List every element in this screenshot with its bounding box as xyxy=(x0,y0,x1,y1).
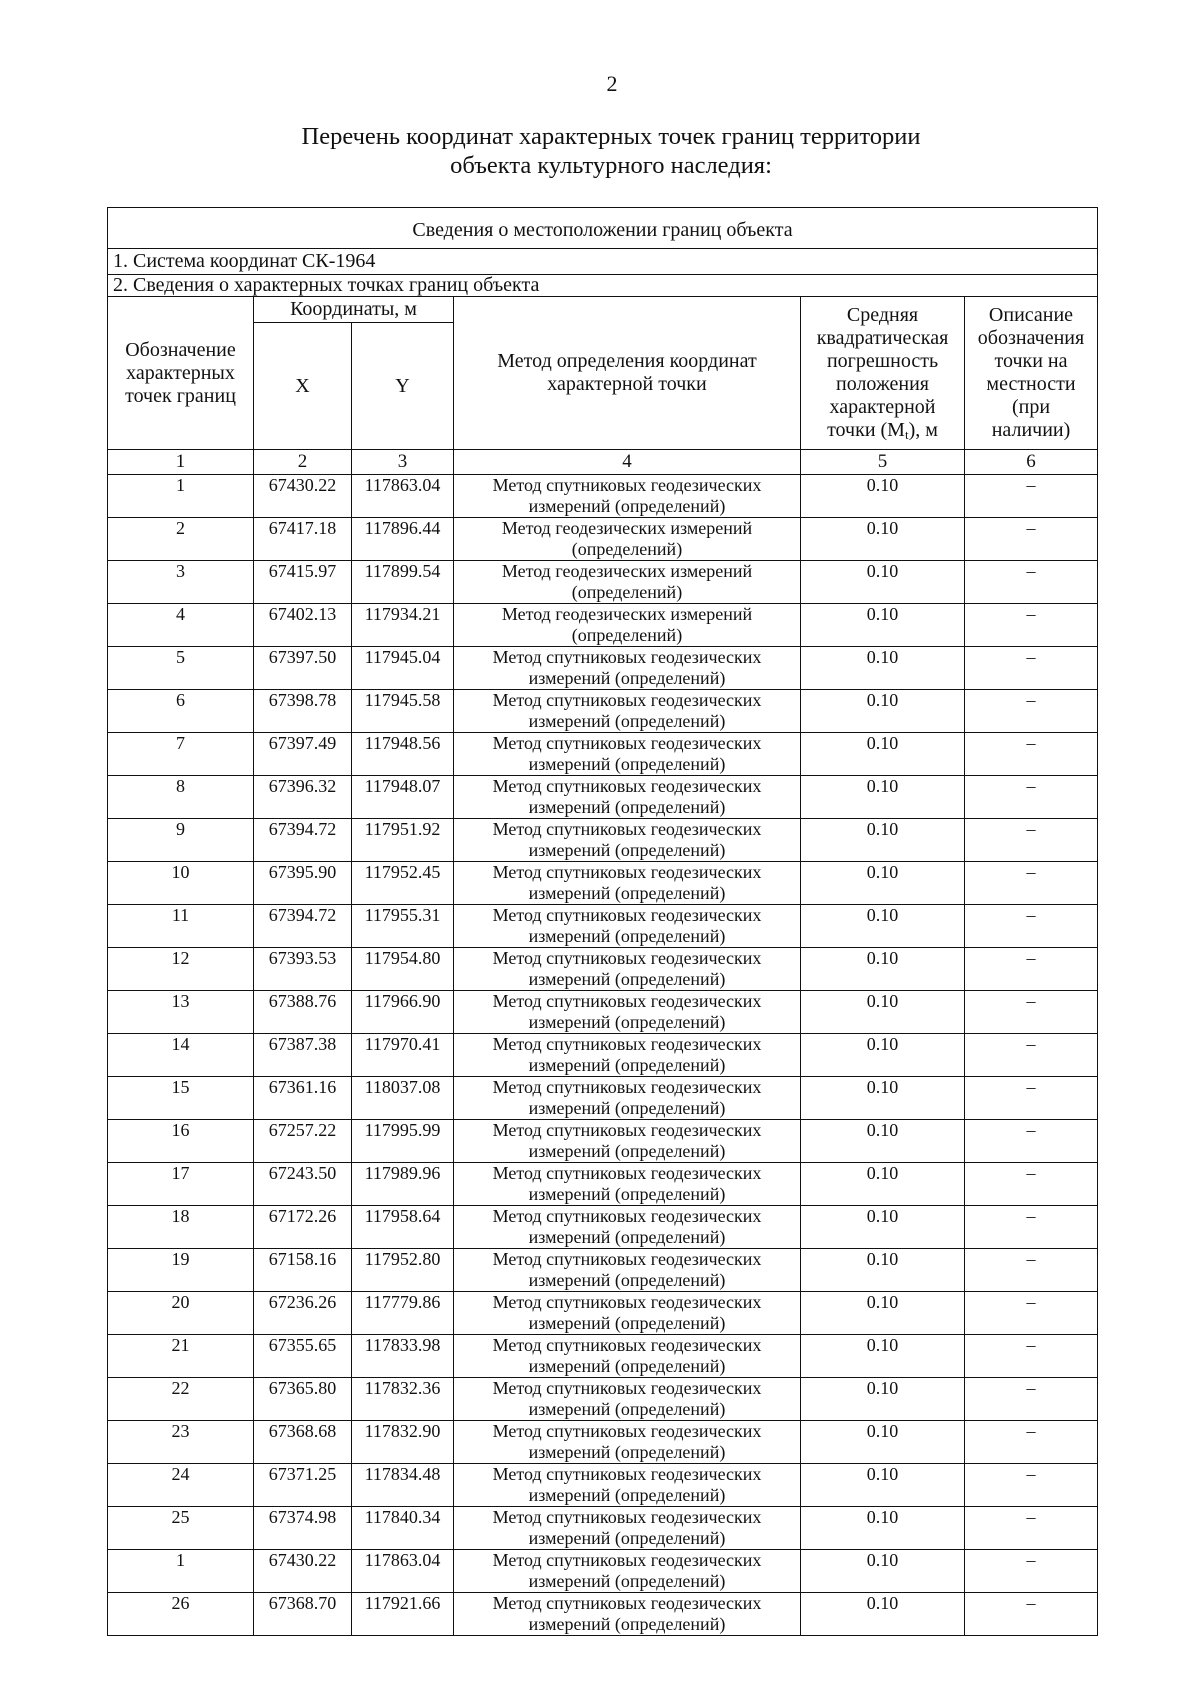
cell-x-coordinate: 67243.50 xyxy=(254,1163,352,1206)
cell-method xyxy=(454,733,801,776)
cell-x-coordinate: 67396.32 xyxy=(254,776,352,819)
header-point-designation xyxy=(108,297,254,450)
cell-method xyxy=(454,561,801,604)
header-line: Описание xyxy=(988,304,1074,326)
table-row xyxy=(108,690,1098,733)
cell-x-coordinate: 67257.22 xyxy=(254,1120,352,1163)
cell-method xyxy=(454,1206,801,1249)
method-line: измерений (определений) xyxy=(528,1012,726,1032)
cell-accuracy: 0.10 xyxy=(801,1550,965,1593)
cell-x-coordinate: 67236.26 xyxy=(254,1292,352,1335)
cell-y-coordinate: 117948.07 xyxy=(352,776,454,819)
method-line: измерений (определений) xyxy=(528,1356,726,1376)
cell-accuracy: 0.10 xyxy=(801,819,965,862)
header-row-top xyxy=(108,297,1098,323)
header-y: Y xyxy=(352,323,454,450)
header-line: (при xyxy=(1011,396,1051,418)
method-line: Метод спутниковых геодезических xyxy=(492,475,762,495)
cell-x-coordinate: 67417.18 xyxy=(254,518,352,561)
cell-method xyxy=(454,1507,801,1550)
table-row xyxy=(108,1120,1098,1163)
method-line: измерений (определений) xyxy=(528,1270,726,1290)
method-line: Метод спутниковых геодезических xyxy=(492,1335,762,1355)
cell-description: – xyxy=(965,1421,1098,1464)
cell-description: – xyxy=(965,1163,1098,1206)
cell-method xyxy=(454,819,801,862)
cell-method xyxy=(454,1163,801,1206)
cell-method xyxy=(454,1249,801,1292)
header-line: характерной xyxy=(829,396,936,418)
cell-point-designation: 1 xyxy=(108,475,254,518)
method-line: измерений (определений) xyxy=(528,1614,726,1634)
column-numbers-row xyxy=(108,450,1098,475)
points-heading: 2. Сведения о характерных точках границ объекта xyxy=(108,275,1098,297)
cell-y-coordinate: 117934.21 xyxy=(352,604,454,647)
method-line: измерений (определений) xyxy=(528,840,726,860)
cell-accuracy: 0.10 xyxy=(801,1034,965,1077)
cell-point-designation: 15 xyxy=(108,1077,254,1120)
cell-method xyxy=(454,776,801,819)
cell-description: – xyxy=(965,905,1098,948)
cell-method xyxy=(454,690,801,733)
table-row xyxy=(108,991,1098,1034)
cell-accuracy: 0.10 xyxy=(801,1206,965,1249)
cell-point-designation: 11 xyxy=(108,905,254,948)
method-line: измерений (определений) xyxy=(528,926,726,946)
cell-point-designation: 13 xyxy=(108,991,254,1034)
method-line: измерений (определений) xyxy=(528,1055,726,1075)
cell-x-coordinate: 67387.38 xyxy=(254,1034,352,1077)
method-line: Метод спутниковых геодезических xyxy=(492,1034,762,1054)
header-line: положения xyxy=(836,373,929,395)
method-line: измерений (определений) xyxy=(528,754,726,774)
method-line: Метод спутниковых геодезических xyxy=(492,1292,762,1312)
cell-description: – xyxy=(965,518,1098,561)
method-line: (определений) xyxy=(571,582,683,602)
method-line: Метод спутниковых геодезических xyxy=(492,1464,762,1484)
method-line: измерений (определений) xyxy=(528,1313,726,1333)
method-line: измерений (определений) xyxy=(528,1098,726,1118)
header-line: характерной точки xyxy=(547,373,707,395)
cell-accuracy: 0.10 xyxy=(801,1077,965,1120)
method-line: Метод спутниковых геодезических xyxy=(492,733,762,753)
cell-x-coordinate: 67395.90 xyxy=(254,862,352,905)
coordinate-system-row xyxy=(108,249,1098,275)
cell-accuracy: 0.10 xyxy=(801,518,965,561)
table-body xyxy=(108,475,1098,1636)
cell-description: – xyxy=(965,862,1098,905)
method-line: Метод спутниковых геодезических xyxy=(492,819,762,839)
column-number: 5 xyxy=(801,450,965,475)
cell-description: – xyxy=(965,948,1098,991)
method-line: Метод геодезических измерений xyxy=(501,561,753,581)
cell-x-coordinate: 67371.25 xyxy=(254,1464,352,1507)
cell-accuracy: 0.10 xyxy=(801,1120,965,1163)
cell-x-coordinate: 67402.13 xyxy=(254,604,352,647)
cell-y-coordinate: 117779.86 xyxy=(352,1292,454,1335)
method-line: Метод спутниковых геодезических xyxy=(492,1378,762,1398)
header-line: квадратическая xyxy=(816,327,949,349)
cell-x-coordinate: 67368.70 xyxy=(254,1593,352,1636)
cell-accuracy: 0.10 xyxy=(801,733,965,776)
method-line: Метод спутниковых геодезических xyxy=(492,647,762,667)
method-line: Метод спутниковых геодезических xyxy=(492,690,762,710)
header-description xyxy=(965,297,1098,450)
cell-y-coordinate: 117832.90 xyxy=(352,1421,454,1464)
cell-method xyxy=(454,475,801,518)
cell-y-coordinate: 117952.45 xyxy=(352,862,454,905)
accuracy-label-subscript: t xyxy=(904,427,909,442)
cell-method xyxy=(454,1421,801,1464)
cell-method xyxy=(454,518,801,561)
cell-y-coordinate: 117896.44 xyxy=(352,518,454,561)
cell-description: – xyxy=(965,1206,1098,1249)
method-line: Метод спутниковых геодезических xyxy=(492,948,762,968)
table-row xyxy=(108,647,1098,690)
table-row xyxy=(108,518,1098,561)
cell-accuracy: 0.10 xyxy=(801,1292,965,1335)
cell-description: – xyxy=(965,1550,1098,1593)
method-line: измерений (определений) xyxy=(528,711,726,731)
cell-y-coordinate: 117840.34 xyxy=(352,1507,454,1550)
cell-point-designation: 22 xyxy=(108,1378,254,1421)
cell-x-coordinate: 67158.16 xyxy=(254,1249,352,1292)
table-row xyxy=(108,1507,1098,1550)
cell-x-coordinate: 67355.65 xyxy=(254,1335,352,1378)
cell-description: – xyxy=(965,1464,1098,1507)
table-row xyxy=(108,1292,1098,1335)
cell-method xyxy=(454,1335,801,1378)
table-row xyxy=(108,1378,1098,1421)
method-line: (определений) xyxy=(571,625,683,645)
cell-y-coordinate: 117958.64 xyxy=(352,1206,454,1249)
points-heading-row xyxy=(108,275,1098,297)
cell-accuracy: 0.10 xyxy=(801,1507,965,1550)
table-row xyxy=(108,1593,1098,1636)
method-line: измерений (определений) xyxy=(528,668,726,688)
cell-description: – xyxy=(965,1034,1098,1077)
accuracy-label-post: ), м xyxy=(908,419,938,441)
cell-y-coordinate: 117952.80 xyxy=(352,1249,454,1292)
cell-y-coordinate: 118037.08 xyxy=(352,1077,454,1120)
cell-point-designation: 7 xyxy=(108,733,254,776)
cell-accuracy: 0.10 xyxy=(801,690,965,733)
cell-point-designation: 20 xyxy=(108,1292,254,1335)
cell-method xyxy=(454,1120,801,1163)
cell-method xyxy=(454,1034,801,1077)
method-line: измерений (определений) xyxy=(528,1571,726,1591)
cell-y-coordinate: 117955.31 xyxy=(352,905,454,948)
cell-point-designation: 25 xyxy=(108,1507,254,1550)
column-number: 2 xyxy=(254,450,352,475)
table-row xyxy=(108,1163,1098,1206)
method-line: Метод спутниковых геодезических xyxy=(492,991,762,1011)
cell-x-coordinate: 67397.49 xyxy=(254,733,352,776)
cell-point-designation: 14 xyxy=(108,1034,254,1077)
header-accuracy xyxy=(801,297,965,450)
cell-point-designation: 9 xyxy=(108,819,254,862)
method-line: измерений (определений) xyxy=(528,1141,726,1161)
cell-accuracy: 0.10 xyxy=(801,604,965,647)
table-row xyxy=(108,561,1098,604)
cell-x-coordinate: 67361.16 xyxy=(254,1077,352,1120)
cell-y-coordinate: 117863.04 xyxy=(352,1550,454,1593)
coordinates-table xyxy=(107,207,1098,1636)
method-line: Метод спутниковых геодезических xyxy=(492,1550,762,1570)
table-row xyxy=(108,776,1098,819)
header-line: Средняя xyxy=(846,304,919,326)
cell-x-coordinate: 67394.72 xyxy=(254,819,352,862)
method-line: Метод спутниковых геодезических xyxy=(492,1593,762,1613)
method-line: измерений (определений) xyxy=(528,1528,726,1548)
cell-description: – xyxy=(965,991,1098,1034)
header-line: погрешность xyxy=(826,350,939,372)
cell-method xyxy=(454,991,801,1034)
cell-y-coordinate: 117989.96 xyxy=(352,1163,454,1206)
cell-x-coordinate: 67388.76 xyxy=(254,991,352,1034)
cell-accuracy: 0.10 xyxy=(801,991,965,1034)
table-row xyxy=(108,905,1098,948)
cell-description: – xyxy=(965,1378,1098,1421)
cell-point-designation: 3 xyxy=(108,561,254,604)
cell-y-coordinate: 117954.80 xyxy=(352,948,454,991)
method-line: измерений (определений) xyxy=(528,1184,726,1204)
cell-accuracy: 0.10 xyxy=(801,1464,965,1507)
cell-y-coordinate: 117921.66 xyxy=(352,1593,454,1636)
method-line: Метод спутниковых геодезических xyxy=(492,1163,762,1183)
cell-x-coordinate: 67394.72 xyxy=(254,905,352,948)
cell-method xyxy=(454,905,801,948)
header-line: Обозначение xyxy=(125,338,236,361)
cell-accuracy: 0.10 xyxy=(801,1163,965,1206)
cell-description: – xyxy=(965,561,1098,604)
cell-accuracy: 0.10 xyxy=(801,1378,965,1421)
cell-y-coordinate: 117945.58 xyxy=(352,690,454,733)
method-line: измерений (определений) xyxy=(528,1399,726,1419)
cell-y-coordinate: 117834.48 xyxy=(352,1464,454,1507)
table-row xyxy=(108,1464,1098,1507)
column-number: 3 xyxy=(352,450,454,475)
method-line: Метод геодезических измерений xyxy=(501,518,753,538)
header-line: местности xyxy=(986,373,1076,395)
cell-accuracy: 0.10 xyxy=(801,1421,965,1464)
method-line: измерений (определений) xyxy=(528,883,726,903)
cell-method xyxy=(454,1593,801,1636)
cell-x-coordinate: 67393.53 xyxy=(254,948,352,991)
cell-y-coordinate: 117970.41 xyxy=(352,1034,454,1077)
cell-point-designation: 19 xyxy=(108,1249,254,1292)
cell-point-designation: 4 xyxy=(108,604,254,647)
cell-description: – xyxy=(965,1593,1098,1636)
method-line: измерений (определений) xyxy=(528,1485,726,1505)
accuracy-label-pre: точки (M xyxy=(827,419,905,441)
table-row xyxy=(108,862,1098,905)
method-line: измерений (определений) xyxy=(528,969,726,989)
cell-accuracy: 0.10 xyxy=(801,1249,965,1292)
table-row xyxy=(108,819,1098,862)
table-row xyxy=(108,604,1098,647)
method-line: измерений (определений) xyxy=(528,797,726,817)
cell-description: – xyxy=(965,475,1098,518)
document-title xyxy=(211,122,1011,180)
cell-point-designation: 6 xyxy=(108,690,254,733)
cell-x-coordinate: 67415.97 xyxy=(254,561,352,604)
method-line: измерений (определений) xyxy=(528,1227,726,1247)
cell-description: – xyxy=(965,1120,1098,1163)
column-number: 6 xyxy=(965,450,1098,475)
cell-y-coordinate: 117832.36 xyxy=(352,1378,454,1421)
cell-point-designation: 8 xyxy=(108,776,254,819)
method-line: Метод спутниковых геодезических xyxy=(492,1120,762,1140)
method-line: Метод геодезических измерений xyxy=(501,604,753,624)
cell-accuracy: 0.10 xyxy=(801,948,965,991)
cell-y-coordinate: 117966.90 xyxy=(352,991,454,1034)
method-line: измерений (определений) xyxy=(528,1442,726,1462)
method-line: Метод спутниковых геодезических xyxy=(492,905,762,925)
section-title: Сведения о местоположении границ объекта xyxy=(108,208,1098,249)
cell-point-designation: 2 xyxy=(108,518,254,561)
cell-y-coordinate: 117899.54 xyxy=(352,561,454,604)
cell-description: – xyxy=(965,733,1098,776)
cell-description: – xyxy=(965,1249,1098,1292)
table-row xyxy=(108,948,1098,991)
column-number: 4 xyxy=(454,450,801,475)
cell-description: – xyxy=(965,690,1098,733)
cell-method xyxy=(454,1378,801,1421)
cell-point-designation: 21 xyxy=(108,1335,254,1378)
cell-y-coordinate: 117863.04 xyxy=(352,475,454,518)
table-row xyxy=(108,733,1098,776)
cell-method xyxy=(454,862,801,905)
cell-point-designation: 5 xyxy=(108,647,254,690)
cell-x-coordinate: 67368.68 xyxy=(254,1421,352,1464)
cell-description: – xyxy=(965,604,1098,647)
cell-accuracy: 0.10 xyxy=(801,776,965,819)
header-method xyxy=(454,297,801,450)
method-line: измерений (определений) xyxy=(528,496,726,516)
table-row xyxy=(108,1421,1098,1464)
method-line: (определений) xyxy=(571,539,683,559)
method-line: Метод спутниковых геодезических xyxy=(492,862,762,882)
cell-point-designation: 16 xyxy=(108,1120,254,1163)
method-line: Метод спутниковых геодезических xyxy=(492,1507,762,1527)
cell-description: – xyxy=(965,1292,1098,1335)
cell-description: – xyxy=(965,1335,1098,1378)
cell-y-coordinate: 117995.99 xyxy=(352,1120,454,1163)
cell-x-coordinate: 67374.98 xyxy=(254,1507,352,1550)
section-title-row xyxy=(108,208,1098,249)
table-row xyxy=(108,1206,1098,1249)
header-line xyxy=(801,419,964,442)
coordinate-system: 1. Система координат СК-1964 xyxy=(108,249,1098,275)
table-row xyxy=(108,1077,1098,1120)
cell-accuracy: 0.10 xyxy=(801,475,965,518)
cell-description: – xyxy=(965,647,1098,690)
cell-point-designation: 17 xyxy=(108,1163,254,1206)
cell-x-coordinate: 67430.22 xyxy=(254,1550,352,1593)
header-line: наличии) xyxy=(991,419,1071,441)
method-line: Метод спутниковых геодезических xyxy=(492,1206,762,1226)
table-row xyxy=(108,1034,1098,1077)
page-number: 2 xyxy=(606,71,618,96)
cell-method xyxy=(454,1292,801,1335)
cell-x-coordinate: 67397.50 xyxy=(254,647,352,690)
method-line: Метод спутниковых геодезических xyxy=(492,1421,762,1441)
cell-point-designation: 24 xyxy=(108,1464,254,1507)
cell-y-coordinate: 117951.92 xyxy=(352,819,454,862)
header-line: Метод определения координат xyxy=(497,350,757,372)
header-line: точек границ xyxy=(125,384,236,407)
table-row xyxy=(108,1335,1098,1378)
cell-description: – xyxy=(965,1077,1098,1120)
title-line-1: Перечень координат характерных точек границ территории xyxy=(301,123,921,150)
cell-x-coordinate: 67398.78 xyxy=(254,690,352,733)
cell-description: – xyxy=(965,1507,1098,1550)
cell-y-coordinate: 117948.56 xyxy=(352,733,454,776)
cell-method xyxy=(454,1464,801,1507)
header-line: характерных xyxy=(126,361,235,384)
method-line: Метод спутниковых геодезических xyxy=(492,1249,762,1269)
cell-method xyxy=(454,1077,801,1120)
cell-x-coordinate: 67172.26 xyxy=(254,1206,352,1249)
cell-description: – xyxy=(965,819,1098,862)
cell-method xyxy=(454,948,801,991)
title-line-2: объекта культурного наследия: xyxy=(450,152,772,179)
table-row xyxy=(108,475,1098,518)
cell-accuracy: 0.10 xyxy=(801,1593,965,1636)
cell-y-coordinate: 117945.04 xyxy=(352,647,454,690)
cell-method xyxy=(454,1550,801,1593)
table-row xyxy=(108,1249,1098,1292)
cell-accuracy: 0.10 xyxy=(801,905,965,948)
cell-method xyxy=(454,604,801,647)
cell-point-designation: 18 xyxy=(108,1206,254,1249)
cell-accuracy: 0.10 xyxy=(801,1335,965,1378)
cell-x-coordinate: 67365.80 xyxy=(254,1378,352,1421)
cell-point-designation: 12 xyxy=(108,948,254,991)
cell-x-coordinate: 67430.22 xyxy=(254,475,352,518)
cell-accuracy: 0.10 xyxy=(801,561,965,604)
cell-method xyxy=(454,647,801,690)
cell-accuracy: 0.10 xyxy=(801,647,965,690)
column-number: 1 xyxy=(108,450,254,475)
header-coordinates: Координаты, м xyxy=(254,297,454,323)
cell-point-designation: 1 xyxy=(108,1550,254,1593)
cell-accuracy: 0.10 xyxy=(801,862,965,905)
header-x: X xyxy=(254,323,352,450)
cell-y-coordinate: 117833.98 xyxy=(352,1335,454,1378)
header-line: обозначения xyxy=(977,327,1085,349)
cell-description: – xyxy=(965,776,1098,819)
cell-point-designation: 23 xyxy=(108,1421,254,1464)
method-line: Метод спутниковых геодезических xyxy=(492,1077,762,1097)
cell-point-designation: 26 xyxy=(108,1593,254,1636)
cell-point-designation: 10 xyxy=(108,862,254,905)
method-line: Метод спутниковых геодезических xyxy=(492,776,762,796)
table-row xyxy=(108,1550,1098,1593)
header-line: точки на xyxy=(994,350,1068,372)
